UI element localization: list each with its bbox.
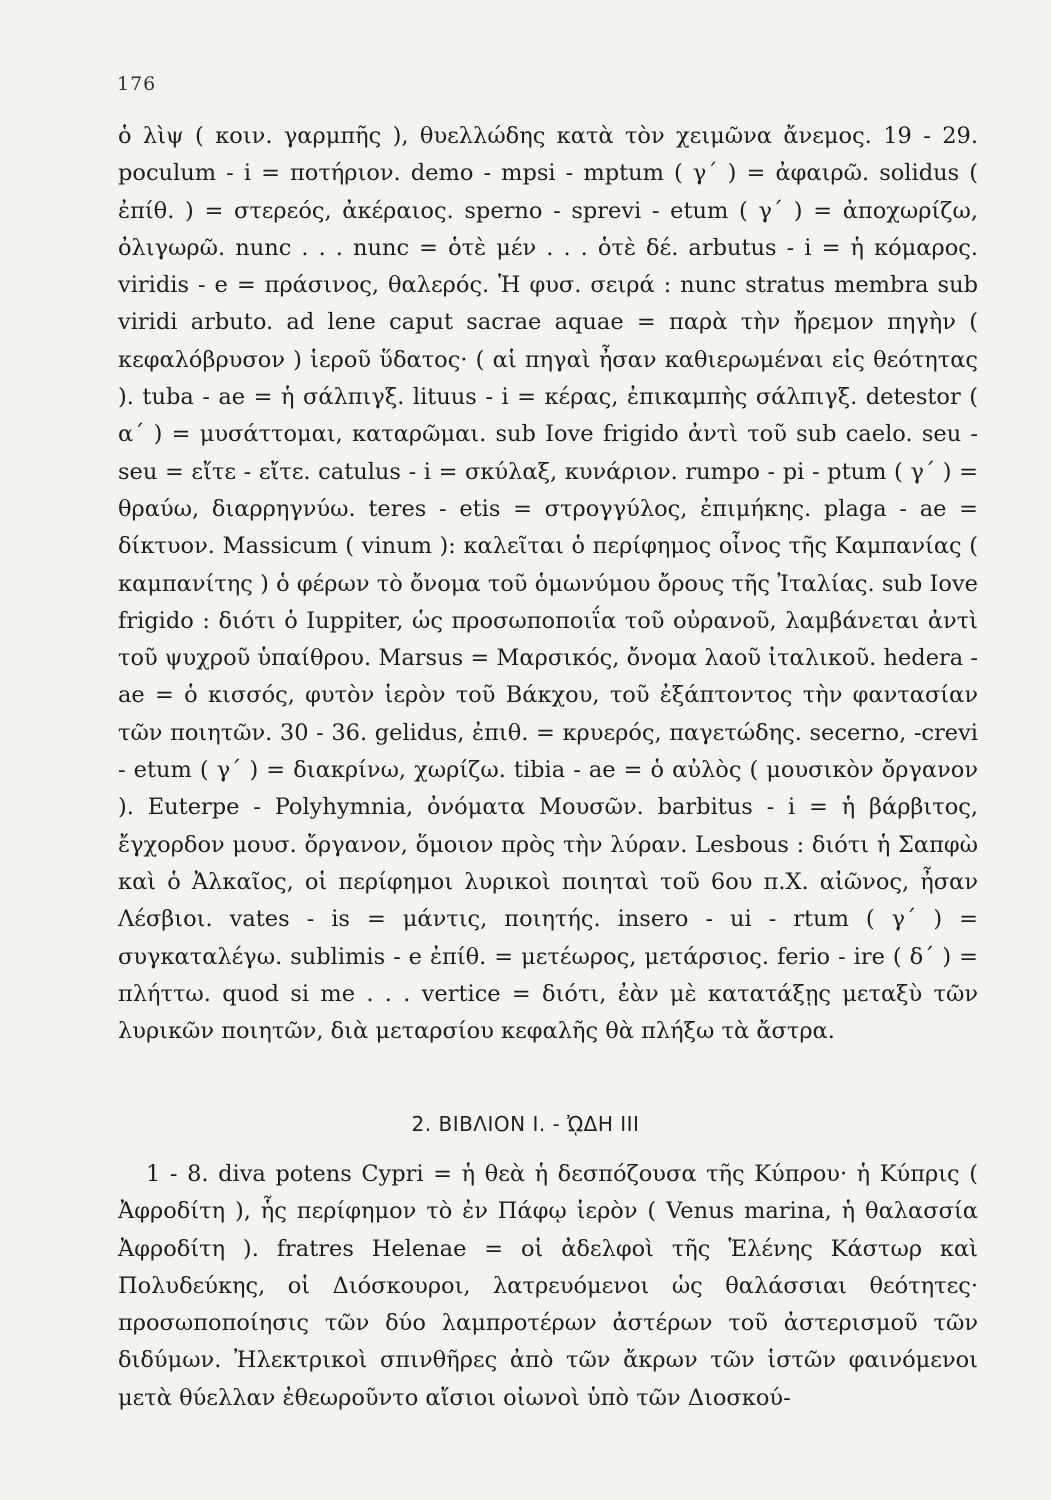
commentary-paragraph: ὁ λὶψ ( κοιν. γαρμπῆς ), θυελλώδης κατὰ τὸν χειμῶνα ἄνεμος. 19 - 29. poculum - i = ποτήριον. demo - mpsi - mptum ( γ΄ ) = ἀφαιρῶ. solidus ( ἐπίθ. ) = στερεός, ἀκέραιος. sperno - sprevi - etum ( γ΄ ) = ἀποχωρίζω, ὀλιγωρῶ. nunc . . . nunc = ὁτὲ μέν . . . ὁτὲ δέ. arbutus - i = ἡ κόμαρος. viridis - e = πράσινος, θαλερός. Ἡ φυσ. σειρά : nunc stratus membra sub viridi arbuto. ad lene caput sacrae aquae = παρὰ τὴν ἤρεμον πηγὴν ( κεφαλόβρυσον ) ἱεροῦ ὕδατος· ( αἱ πηγαὶ ἦσαν καθιερωμέναι εἰς θεότητας ). tuba - ae = ἡ σάλπιγξ. lituus - i = κέρας, ἐπικαμπὴς σάλπιγξ. detestor ( α΄ ) = μυσάττομαι, καταρῶμαι. sub Iove frigido ἀντὶ τοῦ sub caelo. seu - seu = εἴτε - εἴτε. catulus - i = σκύλαξ, κυνάριον. rumpo - pi - ptum ( γ΄ ) = θραύω, διαρρηγνύω. teres - etis = στρογγύλος, ἐπιμήκης. plaga - ae = δίκτυον. Massicum ( vinum ): καλεῖται ὁ περίφημος οἶνος τῆς Καμπανίας ( καμπανίτης ) ὁ φέρων τὸ ὄνομα τοῦ ὁμωνύμου ὄρους τῆς Ἰταλίας. sub Iove frigido : διότι ὁ Iuppiter, ὡς προσωποποιΐα τοῦ οὐρανοῦ, λαμβάνεται ἀντὶ τοῦ ψυχροῦ ὑπαίθρου. Marsus = Μαρσικός, ὄνομα λαοῦ ἰταλικοῦ. hedera - ae = ὁ κισσός, φυτὸν ἱερὸν τοῦ Βάκχου, τοῦ ἐξάπτοντος τὴν φαντασίαν τῶν ποιητῶν. 30 - 36. gelidus, ἐπιθ. = κρυερός, παγετώδης. secerno, -crevi - etum ( γ΄ ) = διακρίνω, χωρίζω. tibia - ae = ὁ αὐλὸς ( μουσικὸν ὄργανον ). Euterpe - Polyhymnia, ὀνόματα Μουσῶν. barbitus - i = ἡ βάρβιτος, ἔγχορδον μουσ. ὄργανον, ὅμοιον πρὸς τὴν λύραν. Lesbous : διότι ἡ Σαπφὼ καὶ ὁ Ἀλκαῖος, οἱ περίφημοι λυρικοὶ ποιηταὶ τοῦ 6ου π.Χ. αἰῶνος, ἦσαν Λέσβιοι. vates - is = μάντις, ποιητής. insero - ui - rtum ( γ΄ ) = συγκαταλέγω. sublimis - e ἐπίθ. = μετέωρος, μετάρσιος. ferio - ire ( δ΄ ) = πλήττω. quod si me . . . vertice = διότι, ἐὰν μὲ κατατάξῃς μεταξὺ τῶν λυρικῶν ποιητῶν, διὰ μεταρσίου κεφαλῆς θὰ πλήξω τὰ ἄστρα. — [118, 123, 978, 1045]
page-number: 176 — [117, 73, 157, 95]
section-heading: 2. ΒΙΒΛΙΟΝ Ι. - ᾨΔΗ ΙΙΙ — [411, 1112, 640, 1136]
commentary-block-ode-3 — [118, 1156, 978, 1417]
commentary-paragraph: 1 - 8. diva potens Cypri = ἡ θεὰ ἡ δεσπόζουσα τῆς Κύπρου· ἡ Κύπρις ( Ἀφροδίτη ), ἧς περίφημον τὸ ἐν Πάφῳ ἱερὸν ( Venus marina, ἡ θαλασσία Ἀφροδίτη ). fratres Helenae = οἱ ἀδελφοὶ τῆς Ἑλένης Κάστωρ καὶ Πολυδεύκης, οἱ Διόσκουροι, λατρευόμενοι ὡς θαλάσσιαι θεότητες· προσωποποίησις τῶν δύο λαμπροτέρων ἀστέρων τοῦ ἀστερισμοῦ τῶν διδύμων. Ἠλεκτρικοὶ σπινθῆρες ἀπὸ τῶν ἄκρων τῶν ἱστῶν φαινόμενοι μετὰ θύελλαν ἐθεωροῦντο αἴσιοι οἰωνοὶ ὑπὸ τῶν Διοσκού- — [118, 1161, 978, 1411]
commentary-block-ode-2 — [118, 118, 978, 1050]
